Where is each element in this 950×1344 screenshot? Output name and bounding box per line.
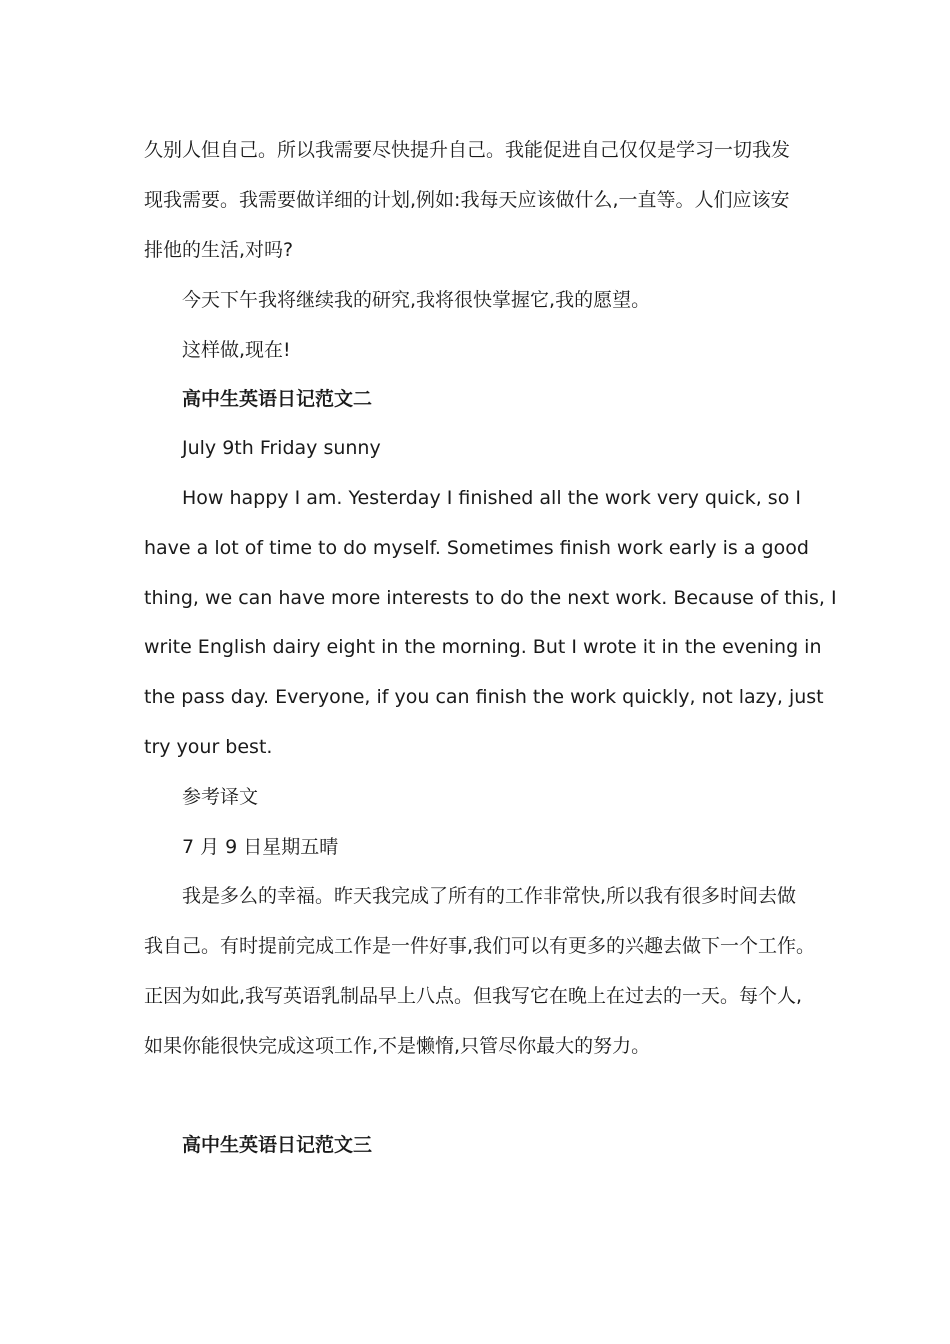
section-heading: 高中生英语日记范文三: [182, 1134, 373, 1156]
translation-label: 参考译文: [182, 786, 259, 808]
english-paragraph-line: the pass day. Everyone, if you can finish the work quickly, not lazy, just: [144, 686, 824, 708]
english-paragraph-line: write English dairy eight in the morning. But I wrote it in the evening in: [144, 636, 822, 658]
diary-date: July 9th Friday sunny: [182, 437, 381, 459]
english-paragraph-line: thing, we can have more interests to do the next work. Because of this, I: [144, 587, 837, 609]
english-paragraph-line: try your best.: [144, 736, 273, 758]
english-paragraph-line: How happy I am. Yesterday I finished all the work very quick, so I: [182, 487, 801, 509]
translation-date: 7 月 9 日星期五晴: [182, 836, 339, 858]
chinese-paragraph-line: 正因为如此,我写英语乳制品早上八点。但我写它在晚上在过去的一天。每个人,: [144, 985, 803, 1007]
chinese-paragraph-line: 我自己。有时提前完成工作是一件好事,我们可以有更多的兴趣去做下一个工作。: [144, 935, 816, 957]
chinese-paragraph-line: 如果你能很快完成这项工作,不是懒惰,只管尽你最大的努力。: [144, 1035, 651, 1057]
paragraph-line: 久别人但自己。所以我需要尽快提升自己。我能促进自己仅仅是学习一切我发: [144, 139, 791, 161]
paragraph-line: 排他的生活,对吗?: [144, 239, 294, 261]
paragraph-line: 今天下午我将继续我的研究,我将很快掌握它,我的愿望。: [182, 289, 651, 311]
chinese-paragraph-line: 我是多么的幸福。昨天我完成了所有的工作非常快,所以我有很多时间去做: [182, 885, 797, 907]
paragraph-line: 这样做,现在!: [182, 339, 291, 361]
english-paragraph-line: have a lot of time to do myself. Sometimes finish work early is a good: [144, 537, 809, 559]
paragraph-line: 现我需要。我需要做详细的计划,例如:我每天应该做什么,一直等。人们应该安: [144, 189, 790, 211]
section-heading: 高中生英语日记范文二: [182, 388, 373, 410]
